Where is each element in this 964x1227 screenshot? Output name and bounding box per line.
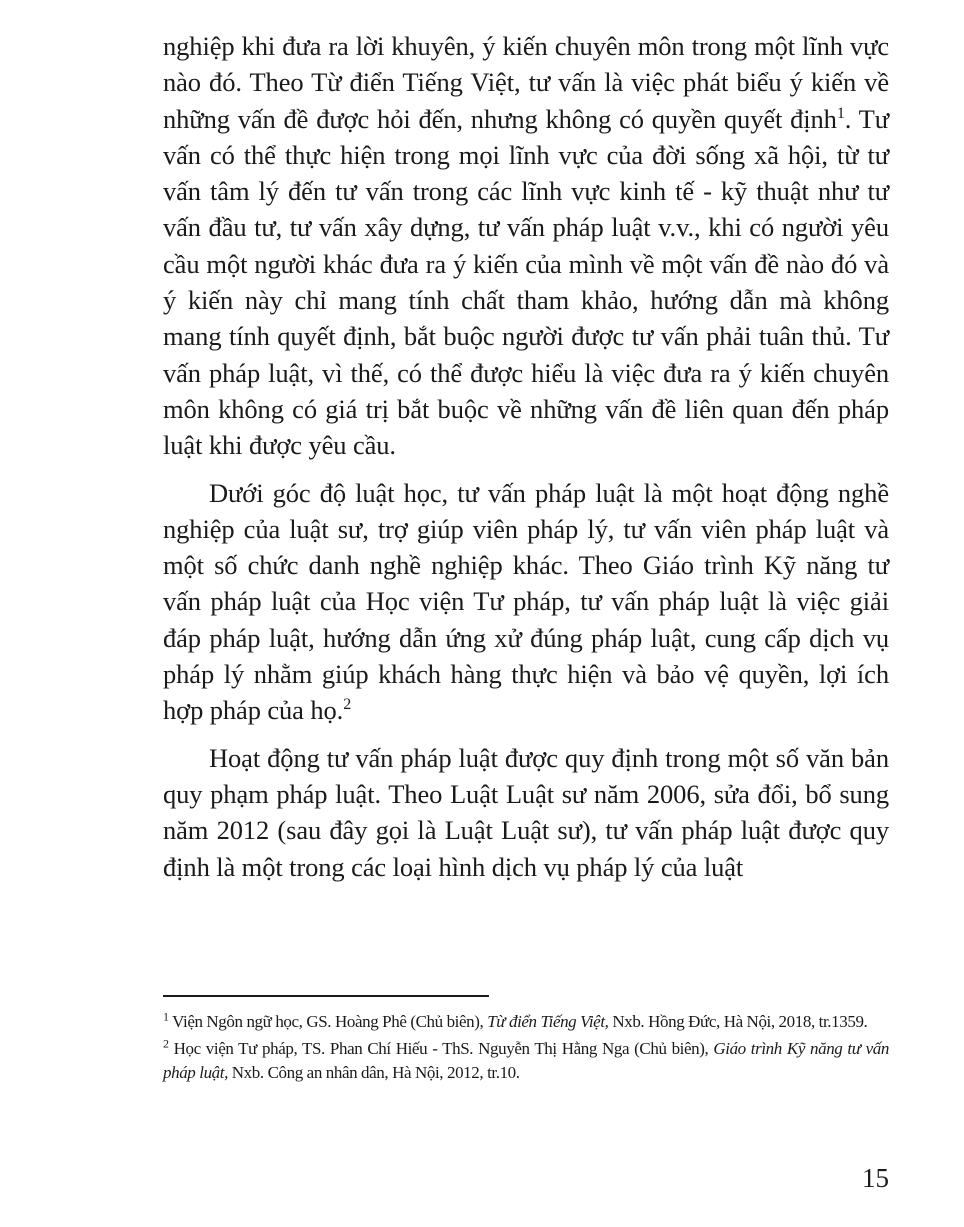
paragraph-3-text: Hoạt động tư vấn pháp luật được quy định trong một số văn bản quy phạm pháp luật. Theo Luật Luật sư năm 2006, sửa đổi, bổ sung năm 2012 (sau đây gọi là Luật Luật sư), tư vấn pháp luật được quy định là một trong các loại hình dịch vụ pháp lý của luật xyxy=(163,742,889,882)
footnote-1-number: 1 xyxy=(163,1009,169,1024)
footnote-2 xyxy=(163,1037,889,1085)
footnote-1 xyxy=(163,1010,889,1034)
paragraph-1-text-a: nghiệp khi đưa ra lời khuyên, ý kiến chuyên môn trong một lĩnh vực nào đó. Theo Từ điển Tiếng Việt, tư vấn là việc phát biểu ý kiến về những vấn đề được hỏi đến, nhưng không có quyền quyết định xyxy=(163,31,889,134)
paragraph-2 xyxy=(163,475,889,729)
footnote-2-title: Giáo trình Kỹ năng tư vấn pháp luật, xyxy=(163,1039,889,1082)
footnote-2-text-b: Nxb. Công an nhân dân, Hà Nội, 2012, tr.10. xyxy=(227,1063,520,1082)
footnote-1-text-a: Viện Ngôn ngữ học, GS. Hoàng Phê (Chủ biên), xyxy=(172,1012,488,1031)
footnote-ref-1: 1 xyxy=(836,104,845,122)
page-body xyxy=(163,28,889,896)
footnote-2-number: 2 xyxy=(163,1036,169,1051)
paragraph-1-text-b: . Tư vấn có thể thực hiện trong mọi lĩnh vực của đời sống xã hội, từ tư vấn tâm lý đến tư vấn trong các lĩnh vực kinh tế - kỹ thuật như tư vấn đầu tư, tư vấn xây dựng, tư vấn pháp luật v.v., khi có người yêu cầu một người khác đưa ra ý kiến của mình về một vấn đề nào đó và ý kiến này chỉ mang tính chất tham khảo, hướng dẫn mà không mang tính quyết định, bắt buộc người được tư vấn phải tuân thủ. Tư vấn pháp luật, vì thế, có thể được hiểu là việc đưa ra ý kiến chuyên môn không có giá trị bắt buộc về những vấn đề liên quan đến pháp luật khi được yêu cầu. xyxy=(163,103,889,461)
footnote-divider xyxy=(163,995,489,997)
footnote-ref-2: 2 xyxy=(343,696,352,714)
footnote-1-title: Từ điển Tiếng Việt, xyxy=(487,1012,609,1031)
footnote-2-text-a: Học viện Tư pháp, TS. Phan Chí Hiếu - ThS. Nguyễn Thị Hằng Nga (Chủ biên), xyxy=(173,1039,714,1058)
paragraph-1 xyxy=(163,28,889,464)
paragraph-3 xyxy=(163,740,889,885)
footnotes xyxy=(163,1010,889,1088)
paragraph-2-text: Dưới góc độ luật học, tư vấn pháp luật là một hoạt động nghề nghiệp của luật sư, trợ giúp viên pháp lý, tư vấn viên pháp luật và một số chức danh nghề nghiệp khác. Theo Giáo trình Kỹ năng tư vấn pháp luật của Học viện Tư pháp, tư vấn pháp luật là việc giải đáp pháp luật, hướng dẫn ứng xử đúng pháp luật, cung cấp dịch vụ pháp lý nhằm giúp khách hàng thực hiện và bảo vệ quyền, lợi ích hợp pháp của họ. xyxy=(163,477,889,726)
page-number: 15 xyxy=(862,1163,889,1193)
footnote-1-text-b: Nxb. Hồng Đức, Hà Nội, 2018, tr.1359. xyxy=(608,1012,868,1031)
